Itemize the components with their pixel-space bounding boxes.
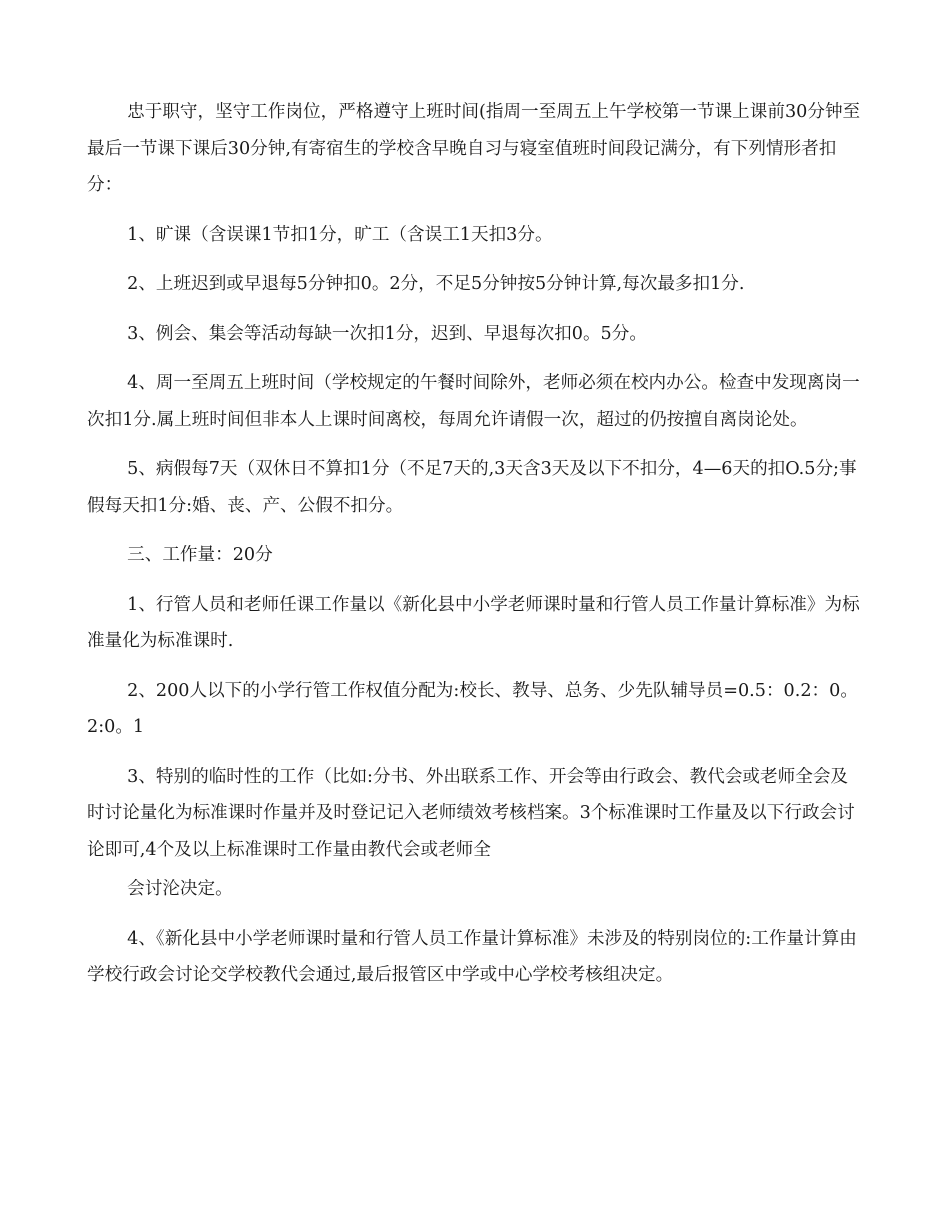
section-heading-workload: 三、工作量：20分 <box>127 545 273 565</box>
paragraph-lateness-rule: 2、上班迟到或早退每5分钟扣0。2分，不足5分钟按5分钟计算,每次最多扣1分. <box>127 274 745 294</box>
paragraph-temporary-work: 3、特别的临时性的工作（比如:分书、外出联系工作、开会等由行政会、教代会或老师全会及时讨论量化为标准课时作量并及时登记记入老师绩效考核档案。3个标准课时工作量及以下行政会讨论即可,4个及以上标准课时工作量由教代会或老师全 <box>87 766 855 860</box>
paragraph-special-posts: 4、《新化县中小学老师课时量和行管人员工作量计算标准》未涉及的特别岗位的:工作量计算由学校行政会讨论交学校教代会通过,最后报管区中学或中心学校考核组决定。 <box>87 928 857 985</box>
paragraph-leaving-post-rule: 4、周一至周五上班时间（学校规定的午餐时间除外，老师必须在校内办公。检查中发现离岗一次扣1分.属上班时间但非本人上课时间离校，每周允许请假一次，超过的仍按擅自离岗论处。 <box>87 373 860 430</box>
paragraph-meeting-rule: 3、例会、集会等活动每缺一次扣1分，迟到、早退每次扣0。5分。 <box>127 323 647 344</box>
paragraph-weight-allocation: 2、200人以下的小学行管工作权值分配为:校长、教导、总务、少先队辅导员=0.5：0.2：0。2:0。1 <box>87 680 858 737</box>
paragraph-leave-rule: 5、病假每7天（双休日不算扣1分（不足7天的,3天含3天及以下不扣分，4—6天的扣O.5分;事假每天扣1分:婚、丧、产、公假不扣分。 <box>87 459 857 516</box>
document-page <box>87 94 863 1007</box>
paragraph-absence-rule: 1、旷课（含误课1节扣1分，旷工（含误工1天扣3分。 <box>127 224 553 245</box>
paragraph-work-hours-intro: 忠于职守，坚守工作岗位，严格遵守上班时间(指周一至周五上午学校第一节课上课前30分钟至最后一节课下课后30分钟,有寄宿生的学校含早晚自习与寝室值班时间段记满分，有下列情形者扣分： <box>87 102 861 195</box>
paragraph-temporary-work-continued: 会讨沦决定。 <box>127 879 233 899</box>
paragraph-workload-standard: 1、行管人员和老师任课工作量以《新化县中小学老师课时量和行管人员工作量计算标准》为标准量化为标准课时. <box>87 594 860 651</box>
